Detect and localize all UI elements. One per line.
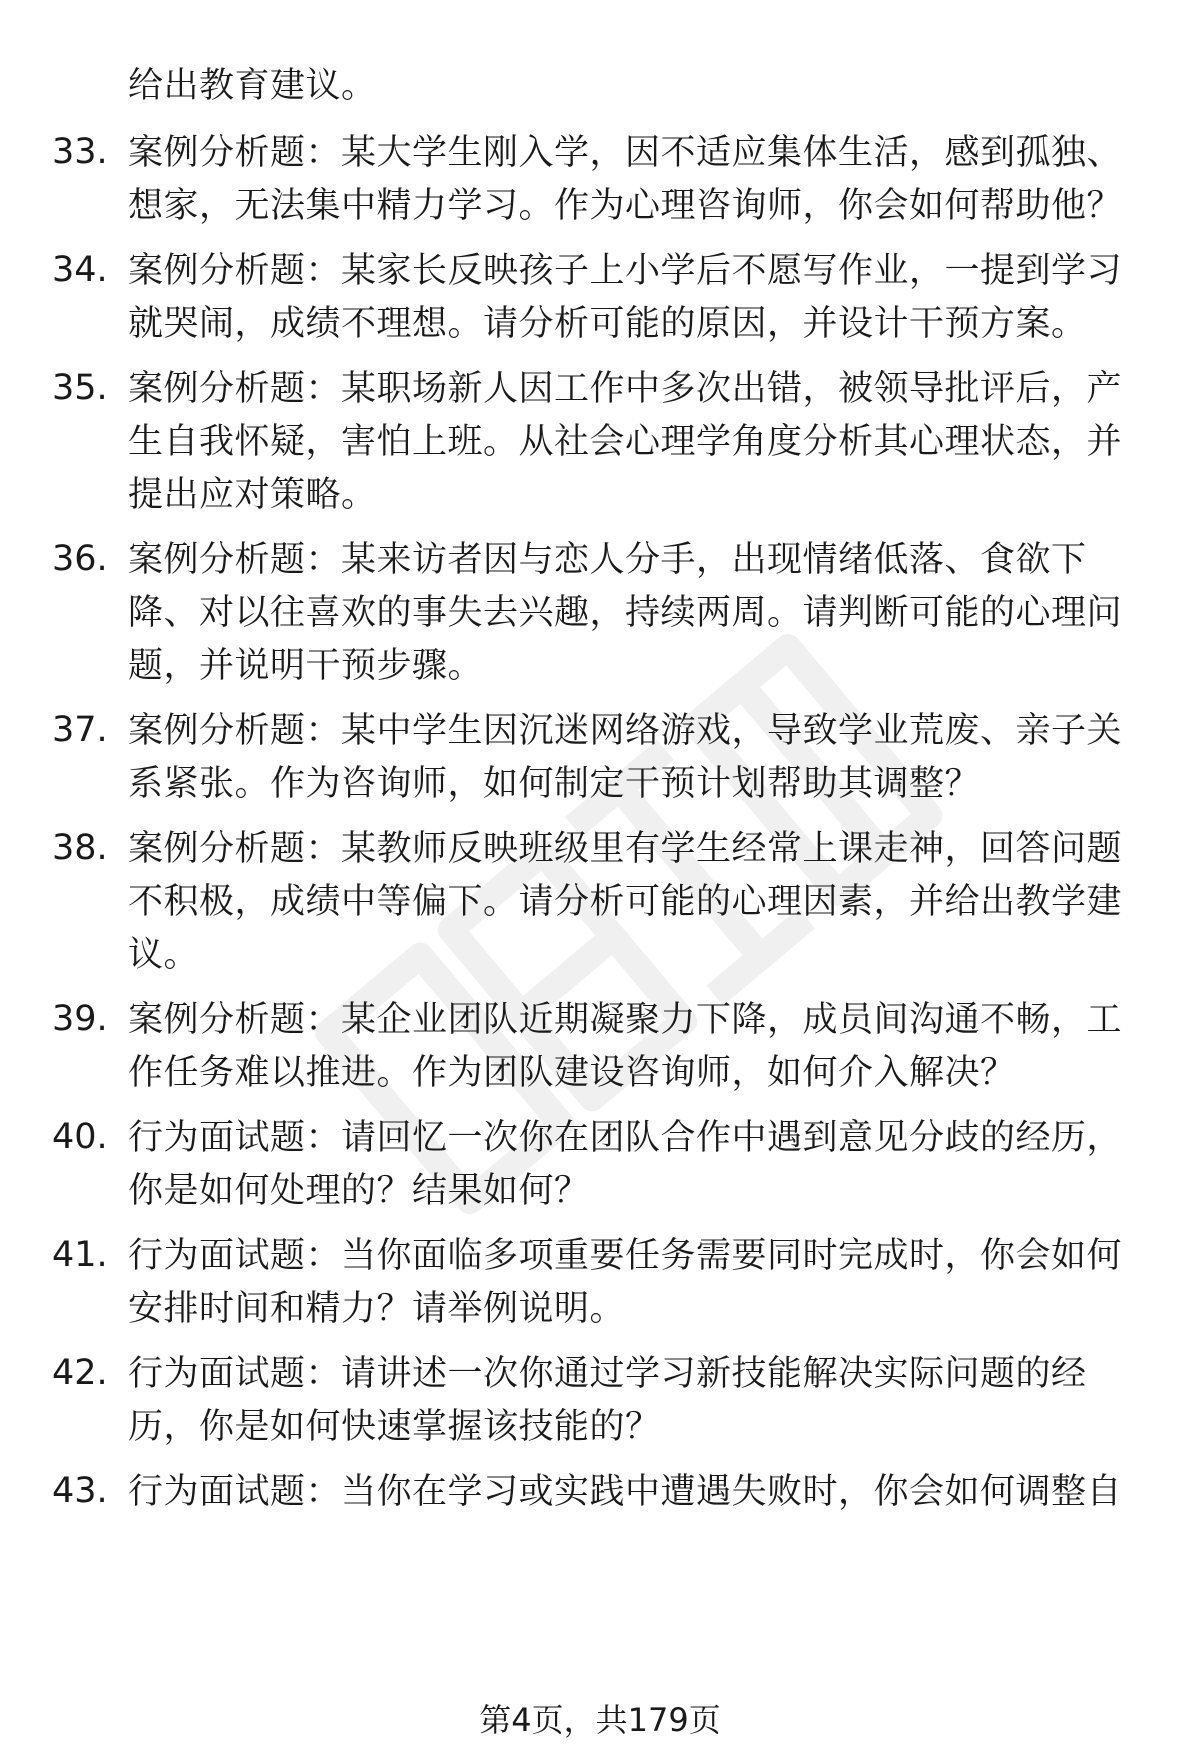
- page-footer: 第4页，共179页: [479, 1701, 721, 1739]
- item-number: 34.: [52, 250, 108, 290]
- item-number: 38.: [52, 828, 108, 868]
- item-number: 37.: [52, 710, 108, 750]
- item-text: 行为面试题：当你在学习或实践中遭遇失败时，你会如何调整自: [128, 1472, 1123, 1512]
- item-number: 33.: [52, 132, 108, 172]
- item-text: 案例分析题：某教师反映班级里有学生经常上课走神，回答问题不积极，成绩中等偏下。请分析可能的心理因素，并给出教学建议。: [128, 829, 1123, 975]
- item-text: 行为面试题：当你面临多项重要任务需要同时完成时，你会如何安排时间和精力？请举例说明。: [128, 1236, 1123, 1329]
- item-number: 43.: [52, 1471, 108, 1511]
- item-text: 案例分析题：某职场新人因工作中多次出错，被领导批评后，产生自我怀疑，害怕上班。从社会心理学角度分析其心理状态，并提出应对策略。: [128, 369, 1123, 515]
- item-text: 案例分析题：某家长反映孩子上小学后不愿写作业，一提到学习就哭闹，成绩不理想。请分析可能的原因，并设计干预方案。: [128, 251, 1123, 344]
- item-number: 41.: [52, 1235, 108, 1275]
- item-number: 39.: [52, 999, 108, 1039]
- item-number: 36.: [52, 539, 108, 579]
- item-text: 案例分析题：某中学生因沉迷网络游戏，导致学业荒废、亲子关系紧张。作为咨询师，如何制定干预计划帮助其调整？: [128, 711, 1123, 804]
- item-text: 行为面试题：请讲述一次你通过学习新技能解决实际问题的经历，你是如何快速掌握该技能的？: [128, 1354, 1087, 1447]
- item-text: 案例分析题：某来访者因与恋人分手，出现情绪低落、食欲下降、对以往喜欢的事失去兴趣，持续两周。请判断可能的心理问题，并说明干预步骤。: [128, 540, 1123, 686]
- item-number: 40.: [52, 1117, 108, 1157]
- item-text: 案例分析题：某大学生刚入学，因不适应集体生活，感到孤独、想家，无法集中精力学习。作为心理咨询师，你会如何帮助他？: [128, 133, 1123, 226]
- continuation-text: 给出教育建议。: [128, 66, 377, 106]
- item-number: 35.: [52, 368, 108, 408]
- item-text: 行为面试题：请回忆一次你在团队合作中遇到意见分歧的经历，你是如何处理的？结果如何？: [128, 1118, 1123, 1211]
- item-text: 案例分析题：某企业团队近期凝聚力下降，成员间沟通不畅，工作任务难以推进。作为团队建设咨询师，如何介入解决？: [128, 1000, 1123, 1093]
- item-number: 42.: [52, 1353, 108, 1393]
